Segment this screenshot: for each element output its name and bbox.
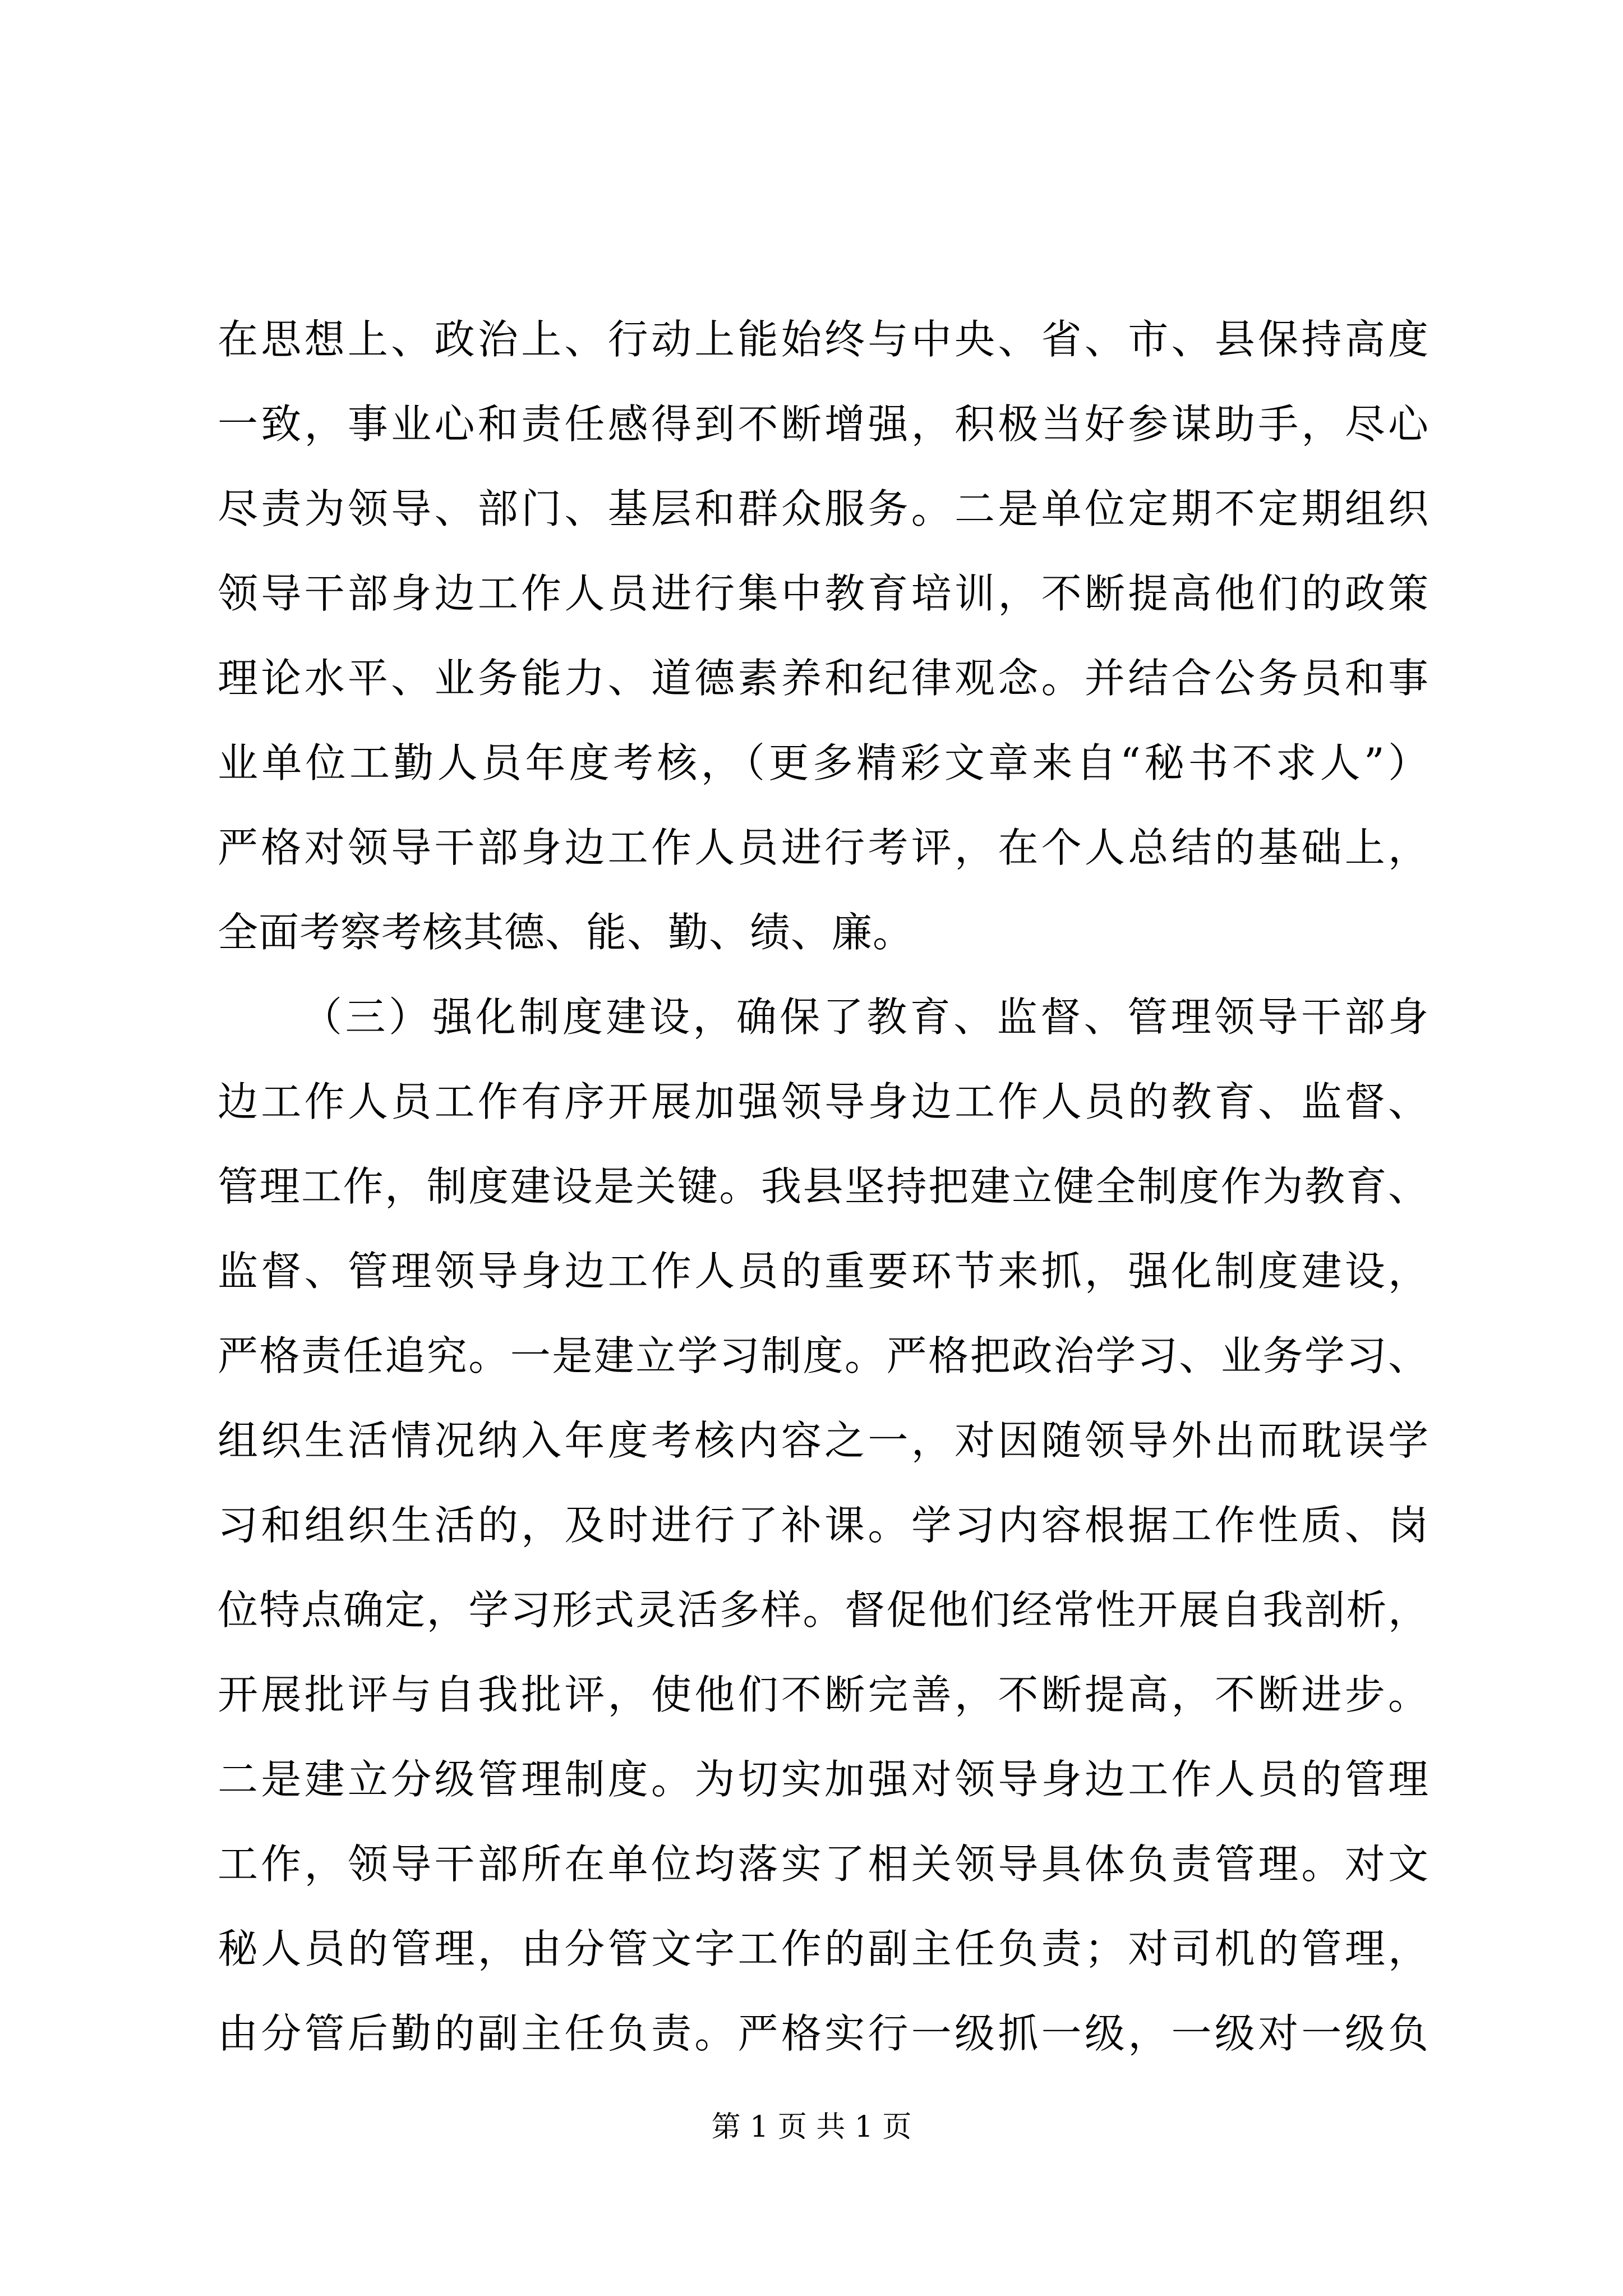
text-line: 在思想上、政治上、行动上能始终与中央、省、市、县保持高度: [218, 316, 1429, 363]
text-line: 尽责为领导、部门、基层和群众服务。二是单位定期不定期组织: [218, 485, 1429, 532]
page-number-footer: 第 1 页 共 1 页: [711, 2110, 912, 2144]
text-line: 业单位工勤人员年度考核，（更多精彩文章来自“秘书不求人”）: [218, 739, 1429, 786]
text-line: 严格责任追究。一是建立学习制度。严格把政治学习、业务学习、: [218, 1332, 1429, 1379]
text-line: 开展批评与自我批评，使他们不断完善，不断提高，不断进步。: [218, 1671, 1429, 1718]
text-line: 监督、管理领导身边工作人员的重要环节来抓，强化制度建设，: [218, 1248, 1429, 1295]
text-line: 全面考察考核其德、能、勤、绩、廉。: [218, 909, 914, 956]
text-line: 二是建立分级管理制度。为切实加强对领导身边工作人员的管理: [218, 1756, 1429, 1803]
text-line: 位特点确定，学习形式灵活多样。督促他们经常性开展自我剖析，: [218, 1586, 1429, 1634]
text-line: 组织生活情况纳入年度考核内容之一，对因随领导外出而耽误学: [218, 1417, 1429, 1464]
text-line: 习和组织生活的，及时进行了补课。学习内容根据工作性质、岗: [218, 1502, 1429, 1549]
text-line: 工作，领导干部所在单位均落实了相关领导具体负责管理。对文: [218, 1841, 1429, 1888]
text-line: 管理工作，制度建设是关键。我县坚持把建立健全制度作为教育、: [218, 1163, 1429, 1210]
text-line: 一致，事业心和责任感得到不断增强，积极当好参谋助手，尽心: [218, 401, 1429, 448]
text-line: 边工作人员工作有序开展加强领导身边工作人员的教育、监督、: [218, 1078, 1429, 1125]
text-line: 秘人员的管理，由分管文字工作的副主任负责；对司机的管理，: [218, 1925, 1429, 1972]
text-line: 严格对领导干部身边工作人员进行考评，在个人总结的基础上，: [218, 824, 1429, 871]
paragraph-heading-line: （三）强化制度建设，确保了教育、监督、管理领导干部身: [302, 993, 1429, 1041]
text-line: 理论水平、业务能力、道德素养和纪律观念。并结合公务员和事: [218, 655, 1429, 702]
text-line: 由分管后勤的副主任负责。严格实行一级抓一级，一级对一级负: [218, 2010, 1429, 2057]
text-line: 领导干部身边工作人员进行集中教育培训，不断提高他们的政策: [218, 570, 1429, 617]
body-text: [218, 297, 1429, 2076]
